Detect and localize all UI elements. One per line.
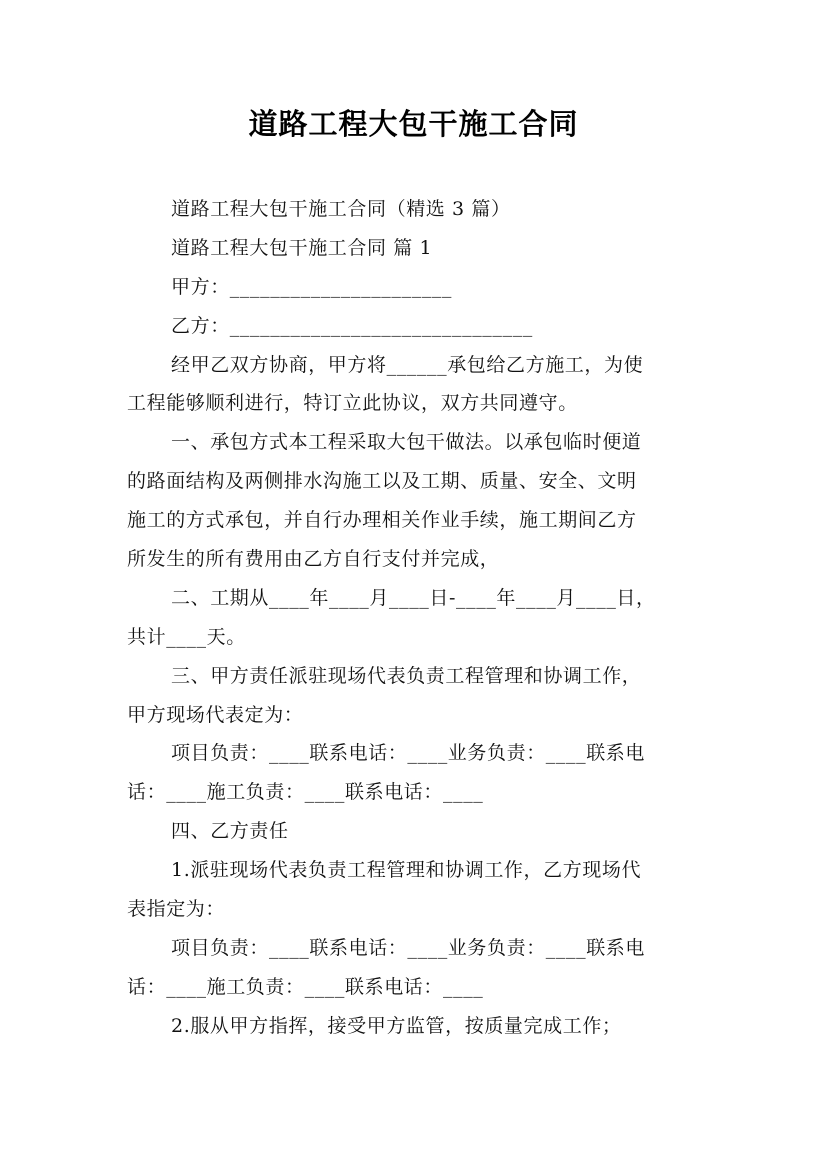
paragraph-line: 二、工期从____年____月____日-____年____月____日， (171, 586, 656, 609)
paragraph-line: 2.服从甲方指挥，接受甲方监管，按质量完成工作； (171, 1014, 622, 1037)
section-heading-line: 道路工程大包干施工合同 篇 1 (171, 236, 433, 259)
section-heading-line: 四、乙方责任 (171, 820, 289, 843)
paragraph-line: 的路面结构及两侧排水沟施工以及工期、质量、安全、文明 (127, 470, 637, 493)
paragraph-line: 共计____天。 (127, 625, 246, 648)
paragraph-line: 三、甲方责任派驻现场代表负责工程管理和协调工作， (171, 664, 642, 687)
paragraph-line: 项目负责：____联系电话：____业务负责：____联系电 (171, 936, 646, 959)
document-title: 道路工程大包干施工合同 (248, 107, 579, 141)
paragraph-line: 甲方现场代表定为： (127, 703, 304, 726)
paragraph-line: 1.派驻现场代表负责工程管理和协调工作，乙方现场代 (171, 859, 642, 882)
paragraph-line: 经甲乙双方协商，甲方将______承包给乙方施工，为使 (171, 353, 644, 376)
paragraph-line: 施工的方式承包，并自行办理相关作业手续，施工期间乙方 (127, 509, 637, 532)
paragraph-line: 话：____施工负责：____联系电话：____ (127, 781, 484, 804)
document-body (127, 190, 707, 1046)
paragraph-line: 所发生的所有费用由乙方自行支付并完成， (127, 548, 500, 571)
paragraph-line: 表指定为： (127, 898, 226, 921)
paragraph-line: 一、承包方式本工程采取大包干做法。以承包临时便道 (171, 431, 642, 454)
subtitle-line: 道路工程大包干施工合同（精选 3 篇） (171, 198, 511, 220)
party-b-line: 乙方：______________________________ (171, 314, 533, 337)
paragraph-line: 话：____施工负责：____联系电话：____ (127, 975, 484, 998)
paragraph-line: 工程能够顺利进行，特订立此协议，双方共同遵守。 (127, 392, 578, 415)
paragraph-line: 项目负责：____联系电话：____业务负责：____联系电 (171, 742, 646, 765)
party-a-line: 甲方：______________________ (171, 275, 452, 298)
